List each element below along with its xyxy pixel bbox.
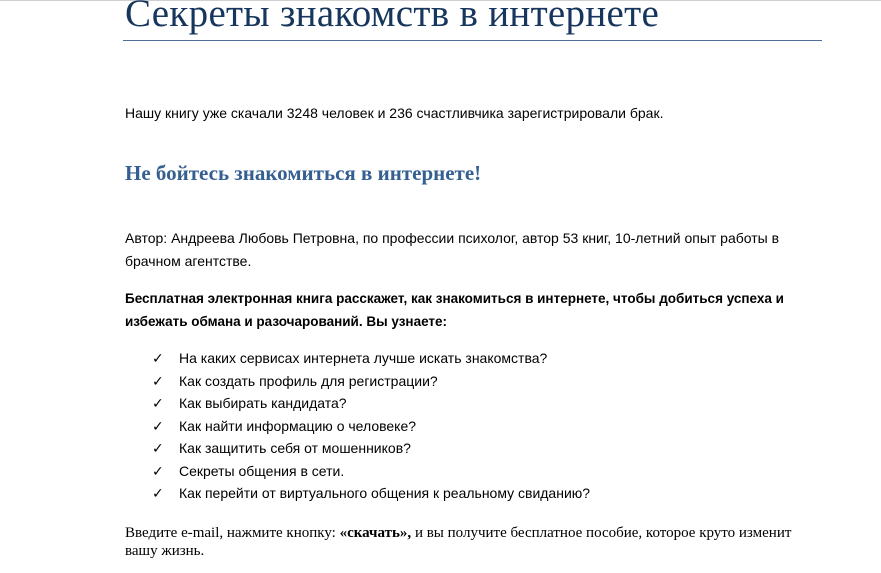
checkmark-icon: ✓ [152, 351, 164, 367]
lead-paragraph: Бесплатная электронная книга расскажет, как знакомиться в интернете, чтобы добиться успеха и избежать обмана и разочарований. Вы узнаете: [125, 291, 784, 329]
checkmark-icon: ✓ [152, 463, 164, 480]
document-title: Секреты знакомств в интернете [125, 0, 660, 35]
checklist-item [152, 437, 590, 460]
checklist-item [152, 392, 590, 415]
checkmark-icon: ✓ [152, 373, 164, 390]
checklist-item [152, 460, 590, 483]
checklist-item [152, 482, 590, 505]
title-underline [123, 40, 822, 41]
benefits-checklist [152, 347, 590, 505]
checklist-item [152, 415, 590, 438]
author-paragraph: Автор: Андреева Любовь Петровна, по профессии психолог, автор 53 книг, 10-летний опыт работы в брачном агентстве. [125, 230, 780, 269]
checklist-item-text: На каких сервисах интернета лучше искать знакомства? [179, 350, 548, 366]
download-word: «скачать», [339, 525, 412, 541]
checklist-item-text: Секреты общения в сети. [179, 462, 345, 479]
checklist-item-text: Как перейти от виртуального общения к реальному свиданию? [179, 485, 591, 501]
checklist-item-text: Как защитить себя от мошенников? [179, 440, 411, 456]
subheading: Не бойтесь знакомиться в интернете! [125, 161, 482, 185]
checkmark-icon: ✓ [152, 486, 164, 502]
checklist-item [152, 347, 590, 370]
checklist-item-text: Как найти информацию о человеке? [179, 417, 417, 434]
intro-paragraph: Нашу книгу уже скачали 3248 человек и 236 счастливчика зарегистрировали брак. [125, 105, 664, 121]
cta-text-after: и вы получите бесплатное пособие, которое круто изменит вашу жизнь. [125, 525, 792, 559]
call-to-action-paragraph [125, 524, 822, 560]
checkmark-icon: ✓ [152, 441, 164, 457]
checkmark-icon: ✓ [152, 396, 164, 412]
cta-text-before: Введите e-mail, нажмите кнопку: [125, 525, 340, 541]
checklist-item-text: Как выбирать кандидата? [179, 395, 347, 411]
checklist-item [152, 370, 590, 393]
checkmark-icon: ✓ [152, 418, 164, 435]
checklist-item-text: Как создать профиль для регистрации? [179, 372, 438, 389]
